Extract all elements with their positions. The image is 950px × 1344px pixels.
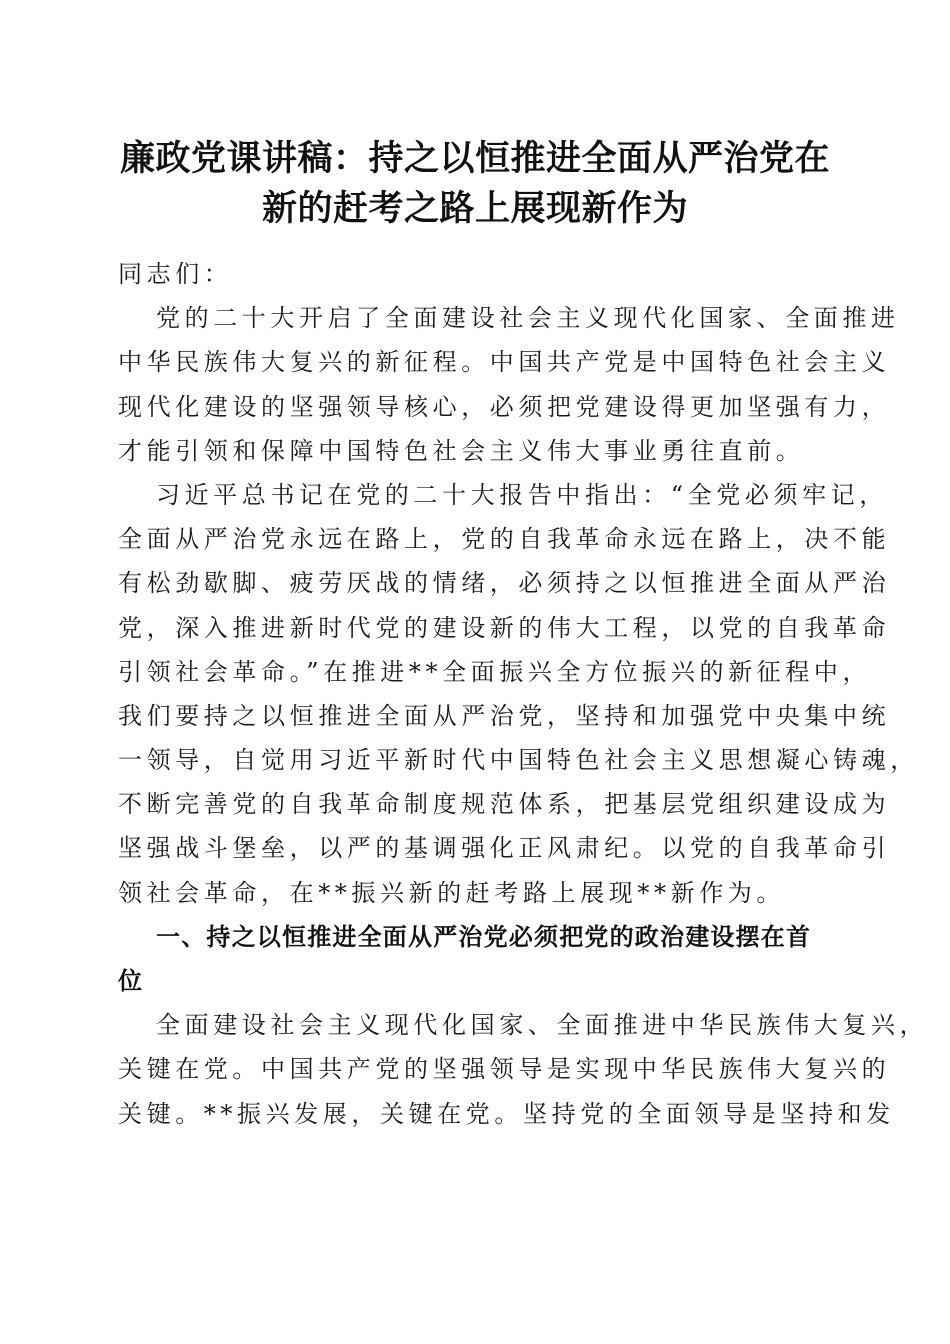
paragraph-line: 不断完善党的自我革命制度规范体系，把基层党组织建设成为 xyxy=(118,790,891,819)
paragraph-1 xyxy=(118,296,900,473)
paragraph-line: 党的二十大开启了全面建设社会主义现代化国家、全面推进 xyxy=(156,304,900,333)
paragraph-line: 我们要持之以恒推进全面从严治党，坚持和加强党中央集中统 xyxy=(118,701,891,730)
paragraph-line: 引领社会革命。”在推进**全面振兴全方位振兴的新征程中， xyxy=(118,657,872,686)
paragraph-line: 坚强战斗堡垒，以严的基调强化正风肃纪。以党的自我革命引 xyxy=(118,834,891,863)
paragraph-line: 全面从严治党永远在路上，党的自我革命永远在路上，决不能 xyxy=(118,525,891,554)
heading-line: 一、持之以恒推进全面从严治党必须把党的政治建设摆在首 xyxy=(156,922,812,951)
paragraph-line: 有松劲歇脚、疲劳厌战的情绪，必须持之以恒推进全面从严治 xyxy=(118,569,891,598)
greeting: 同志们： xyxy=(118,260,233,288)
paragraph-line: 一领导，自觉用习近平新时代中国特色社会主义思想凝心铸魂， xyxy=(118,746,919,775)
paragraph-line: 现代化建设的坚强领导核心，必须把党建设得更加坚强有力， xyxy=(118,392,891,421)
section-1-heading xyxy=(118,915,838,1003)
document-title xyxy=(100,134,850,234)
title-line-1: 廉政党课讲稿：持之以恒推进全面从严治党在 xyxy=(119,138,830,179)
paragraph-line: 习近平总书记在党的二十大报告中指出：“全党必须牢记， xyxy=(156,480,888,509)
paragraph-line: 中华民族伟大复兴的新征程。中国共产党是中国特色社会主义 xyxy=(118,348,891,377)
paragraph-line: 党，深入推进新时代党的建设新的伟大工程，以党的自我革命 xyxy=(118,613,891,642)
paragraph-3 xyxy=(118,1003,929,1136)
title-line-2: 新的赶考之路上展现新作为 xyxy=(261,188,688,229)
paragraph-line: 才能引领和保障中国特色社会主义伟大事业勇往直前。 xyxy=(118,436,805,465)
paragraph-line: 关键。**振兴发展，关键在党。坚持党的全面领导是坚持和发 xyxy=(118,1099,895,1128)
paragraph-2 xyxy=(118,473,919,915)
paragraph-line: 全面建设社会主义现代化国家、全面推进中华民族伟大复兴， xyxy=(156,1011,929,1040)
document-body xyxy=(118,252,929,1136)
paragraph-line: 关键在党。中国共产党的坚强领导是实现中华民族伟大复兴的 xyxy=(118,1055,891,1084)
paragraph-line: 领社会革命，在**振兴新的赶考路上展现**新作为。 xyxy=(118,878,785,907)
heading-line: 位 xyxy=(118,967,144,995)
